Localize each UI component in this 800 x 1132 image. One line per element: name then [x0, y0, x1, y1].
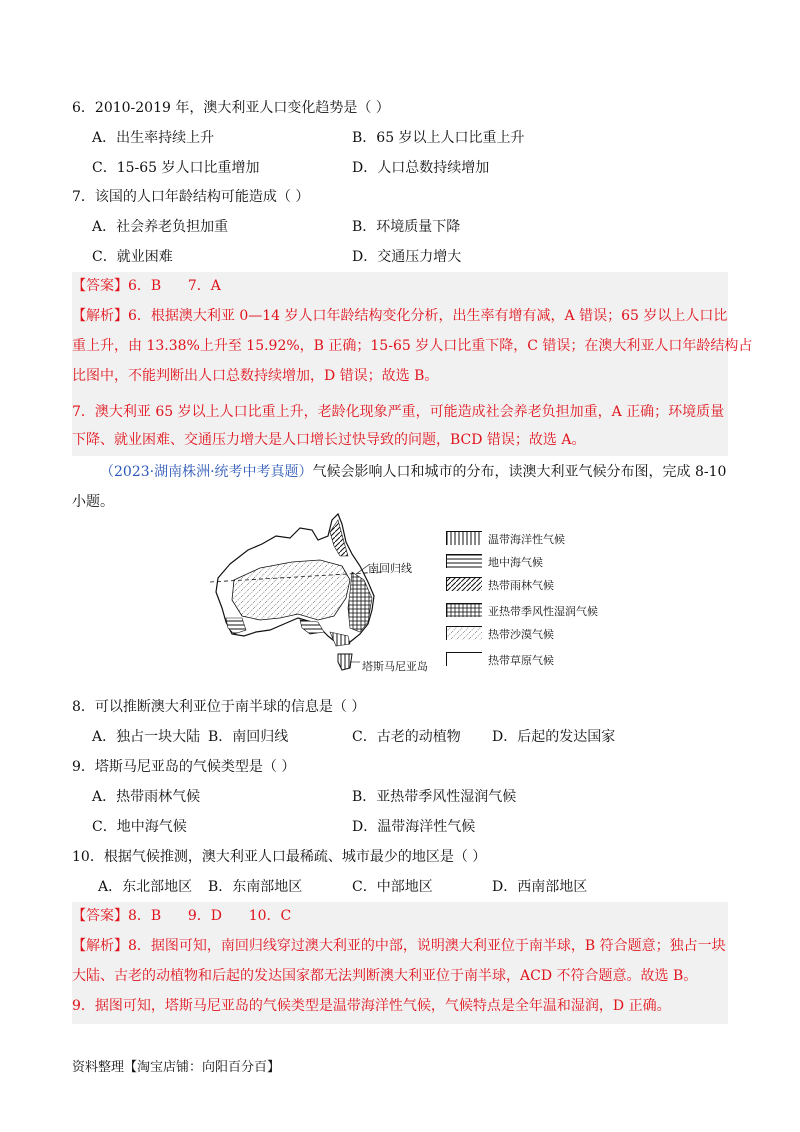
q9-option-c: C．地中海气候	[92, 819, 187, 835]
page-footer: 资料整理【淘宝店铺：向阳百分百】	[72, 1060, 281, 1075]
intro-line-2: 小题。	[72, 494, 114, 510]
legend-swatch-savanna	[446, 652, 482, 666]
q8-option-c: C．古老的动植物	[352, 729, 461, 745]
answer-text: 8．B 9．D 10．C	[128, 908, 292, 924]
australia-climate-map	[200, 512, 440, 680]
q8-option-d: D．后起的发达国家	[492, 729, 616, 745]
legend-swatch-subtropical	[446, 603, 482, 617]
answer-text: 6．B 7．A	[128, 278, 221, 294]
intro-text: 气候会影响人口和城市的分布，读澳大利亚气候分布图，完成 8-10	[312, 464, 727, 480]
q9-option-d: D．温带海洋性气候	[352, 819, 476, 835]
q10-stem: 10．根据气候推测，澳大利亚人口最稀疏、城市最少的地区是（ ）	[72, 849, 487, 865]
q6-option-d: D．人口总数持续增加	[352, 160, 490, 176]
q9-option-b: B．亚热带季风性湿润气候	[352, 789, 517, 805]
analysis-label: 【解析】	[72, 938, 128, 954]
analysis-text: 8．据图可知，南回归线穿过澳大利亚的中部，说明澳大利亚位于南半球，B 符合题意；独占一块	[128, 938, 726, 954]
intro-source: （2023·湖南株洲·统考中考真题）	[100, 464, 313, 480]
tropic-label: 南回归线	[368, 562, 412, 575]
legend-label-rainforest: 热带雨林气候	[488, 579, 554, 592]
tasmania-label: 塔斯马尼亚岛	[362, 660, 428, 673]
legend-label-mediterranean: 地中海气候	[488, 556, 543, 569]
analysis-1-line-5: 下降、就业困难、交通压力增大是人口增长过快导致的问题，BCD 错误；故选 A。	[72, 432, 586, 448]
analysis-2-line-3: 9．据图可知，塔斯马尼亚岛的气候类型是温带海洋性气候，气候特点是全年温和湿润，D 正确。	[72, 998, 671, 1014]
q7-option-c: C．就业困难	[92, 249, 173, 265]
analysis-label: 【解析】	[72, 308, 128, 324]
q10-option-a: A．东北部地区	[98, 879, 193, 895]
q6-option-a: A．出生率持续上升	[92, 130, 215, 146]
answer-1	[72, 276, 221, 296]
analysis-text: 6．根据澳大利亚 0—14 岁人口年龄结构变化分析，出生率有增有减，A 错误；65 岁以上人口比	[128, 308, 728, 324]
answer-label: 【答案】	[72, 908, 128, 924]
q8-option-a: A．独占一块大陆	[92, 729, 201, 745]
answer-label: 【答案】	[72, 278, 128, 294]
q9-stem: 9．塔斯马尼亚岛的气候类型是（ ）	[72, 759, 296, 775]
analysis-1-line-4: 7．澳大利亚 65 岁以上人口比重上升，老龄化现象严重，可能造成社会养老负担加重，A 正确；环境质量	[72, 404, 725, 420]
analysis-2-line-2: 大陆、古老的动植物和后起的发达国家都无法判断澳大利亚位于南半球，ACD 不符合题意。故选 B。	[72, 968, 698, 984]
q10-option-c: C．中部地区	[352, 879, 433, 895]
q8-stem: 8．可以推断澳大利亚位于南半球的信息是（ ）	[72, 699, 366, 715]
tasmania	[338, 654, 352, 670]
q7-option-b: B．环境质量下降	[352, 219, 461, 235]
legend-swatch-temperate	[446, 531, 482, 545]
analysis-1-line-1	[72, 306, 727, 326]
answer-analysis-block-1	[72, 272, 728, 456]
analysis-1-line-2: 重上升，由 13.38%上升至 15.92%，B 正确；15-65 岁人口比重下降，C 错误；在澳大利亚人口年龄结构占	[72, 338, 753, 354]
legend-label-desert: 热带沙漠气候	[488, 628, 554, 641]
legend-label-savanna: 热带草原气候	[488, 654, 554, 667]
q9-option-a: A．热带雨林气候	[92, 789, 201, 805]
q7-option-a: A．社会养老负担加重	[92, 219, 229, 235]
analysis-2-line-1	[72, 936, 726, 956]
q6-stem: 6．2010-2019 年，澳大利亚人口变化趋势是（ ）	[72, 100, 390, 116]
intro-line-1	[100, 462, 726, 482]
legend-swatch-rainforest	[446, 577, 482, 591]
legend-swatch-desert	[446, 626, 482, 640]
legend-label-subtropical: 亚热带季风性湿润气候	[488, 605, 598, 618]
answer-2	[72, 906, 291, 926]
q7-stem: 7．该国的人口年龄结构可能造成（ ）	[72, 189, 310, 205]
q6-option-b: B．65 岁以上人口比重上升	[352, 130, 525, 146]
q10-option-b: B．东南部地区	[208, 879, 303, 895]
q8-option-b: B．南回归线	[208, 729, 289, 745]
analysis-1-line-3: 比图中，不能判断出人口总数持续增加，D 错误；故选 B。	[72, 368, 439, 384]
legend-swatch-mediterranean	[446, 554, 482, 568]
q10-option-d: D．西南部地区	[492, 879, 588, 895]
q6-option-c: C．15-65 岁人口比重增加	[92, 160, 260, 176]
legend-label-temperate: 温带海洋性气候	[488, 533, 565, 546]
q7-option-d: D．交通压力增大	[352, 249, 462, 265]
